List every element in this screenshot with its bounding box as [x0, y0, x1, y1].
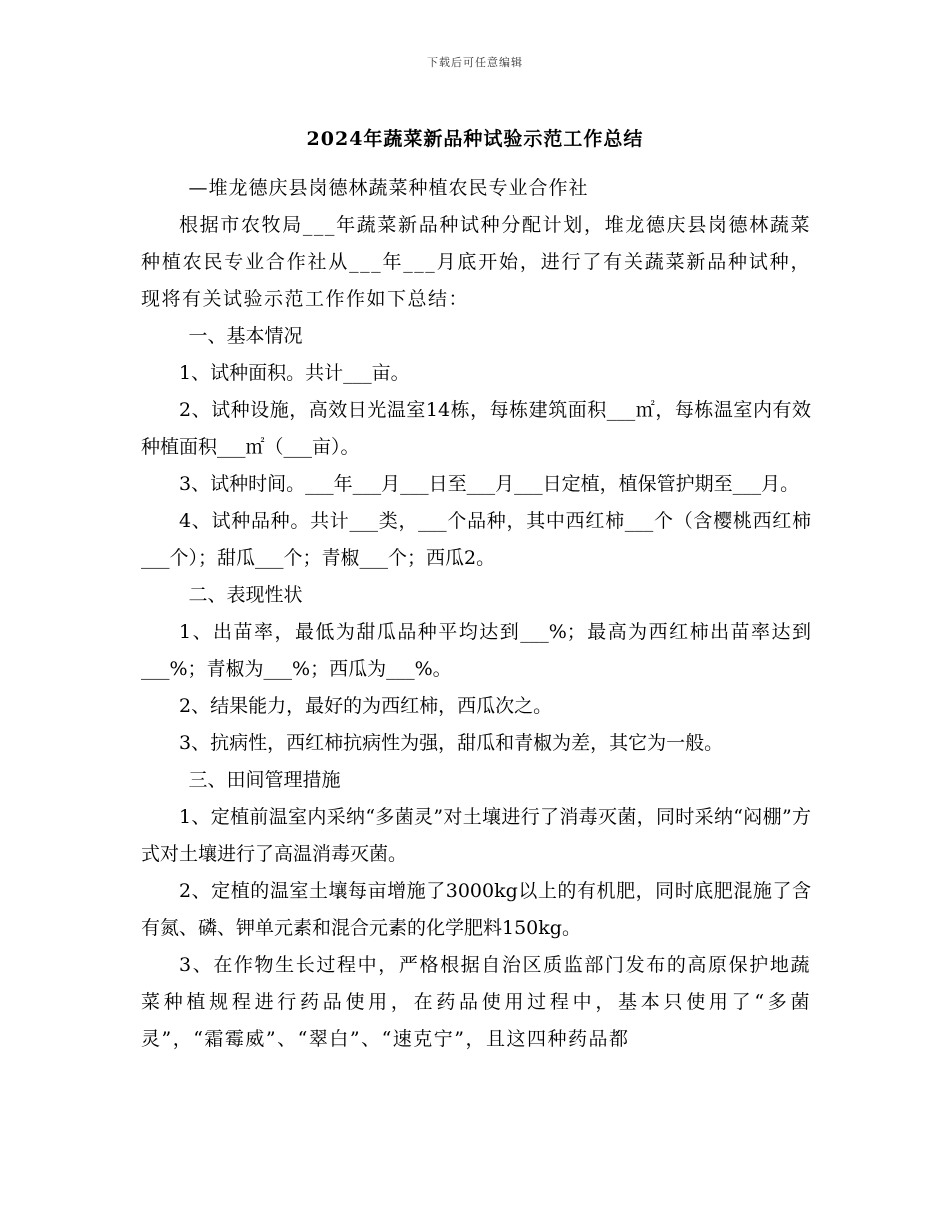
paragraph-varieties: 4、试种品种。共计___类，___个品种，其中西红柿___个（含樱桃西红柿___个）；甜瓜___个；青椒___个；西瓜2。 [141, 510, 811, 569]
paragraph-time: 3、试种时间。___年___月___日至___月___日定植，植保管护期至___月。 [179, 473, 800, 495]
document-subtitle: —堆龙德庆县岗德林蔬菜种植农民专业合作社 [188, 177, 589, 199]
header-note: 下载后可任意编辑 [427, 56, 523, 69]
paragraph-area: 1、试种面积。共计___亩。 [179, 362, 410, 384]
document-title: 2024年蔬菜新品种试验示范工作总结 [306, 128, 644, 150]
paragraph-fertilizer: 2、定植的温室土壤每亩增施了3000kg以上的有机肥，同时底肥混施了含有氮、磷、钾单元素和混合元素的化学肥料150kg。 [141, 880, 811, 939]
paragraph-emergence: 1、出苗率，最低为甜瓜品种平均达到___%；最高为西红柿出苗率达到___%；青椒为___%；西瓜为___%。 [141, 621, 811, 680]
paragraph-fruiting: 2、结果能力，最好的为西红柿，西瓜次之。 [179, 695, 553, 717]
paragraph-disinfection: 1、定植前温室内采纳“多菌灵”对土壤进行了消毒灭菌，同时采纳“闷棚”方式对土壤进行了高温消毒灭菌。 [141, 806, 811, 865]
paragraph-resistance: 3、抗病性，西红柿抗病性为强，甜瓜和青椒为差，其它为一般。 [179, 732, 724, 754]
section-heading-basic: 一、基本情况 [188, 325, 303, 347]
section-heading-traits: 二、表现性状 [188, 584, 303, 606]
section-heading-management: 三、田间管理措施 [188, 769, 341, 791]
paragraph-pesticide: 3、在作物生长过程中，严格根据自治区质监部门发布的高原保护地蔬菜种植规程进行药品使用，在药品使用过程中，基本只使用了“多菌灵”，“霜霉威”、“翠白”、“速克宁”，且这四种药品都 [141, 954, 811, 1050]
paragraph-facilities: 2、试种设施，高效日光温室14栋，每栋建筑面积___㎡，每栋温室内有效种植面积___㎡（___亩）。 [141, 399, 811, 458]
paragraph-intro: 根据市农牧局___年蔬菜新品种试种分配计划，堆龙德庆县岗德林蔬菜种植农民专业合作社从___年___月底开始，进行了有关蔬菜新品种试种，现将有关试验示范工作作如下总结： [141, 214, 811, 310]
document-body [141, 170, 811, 1058]
